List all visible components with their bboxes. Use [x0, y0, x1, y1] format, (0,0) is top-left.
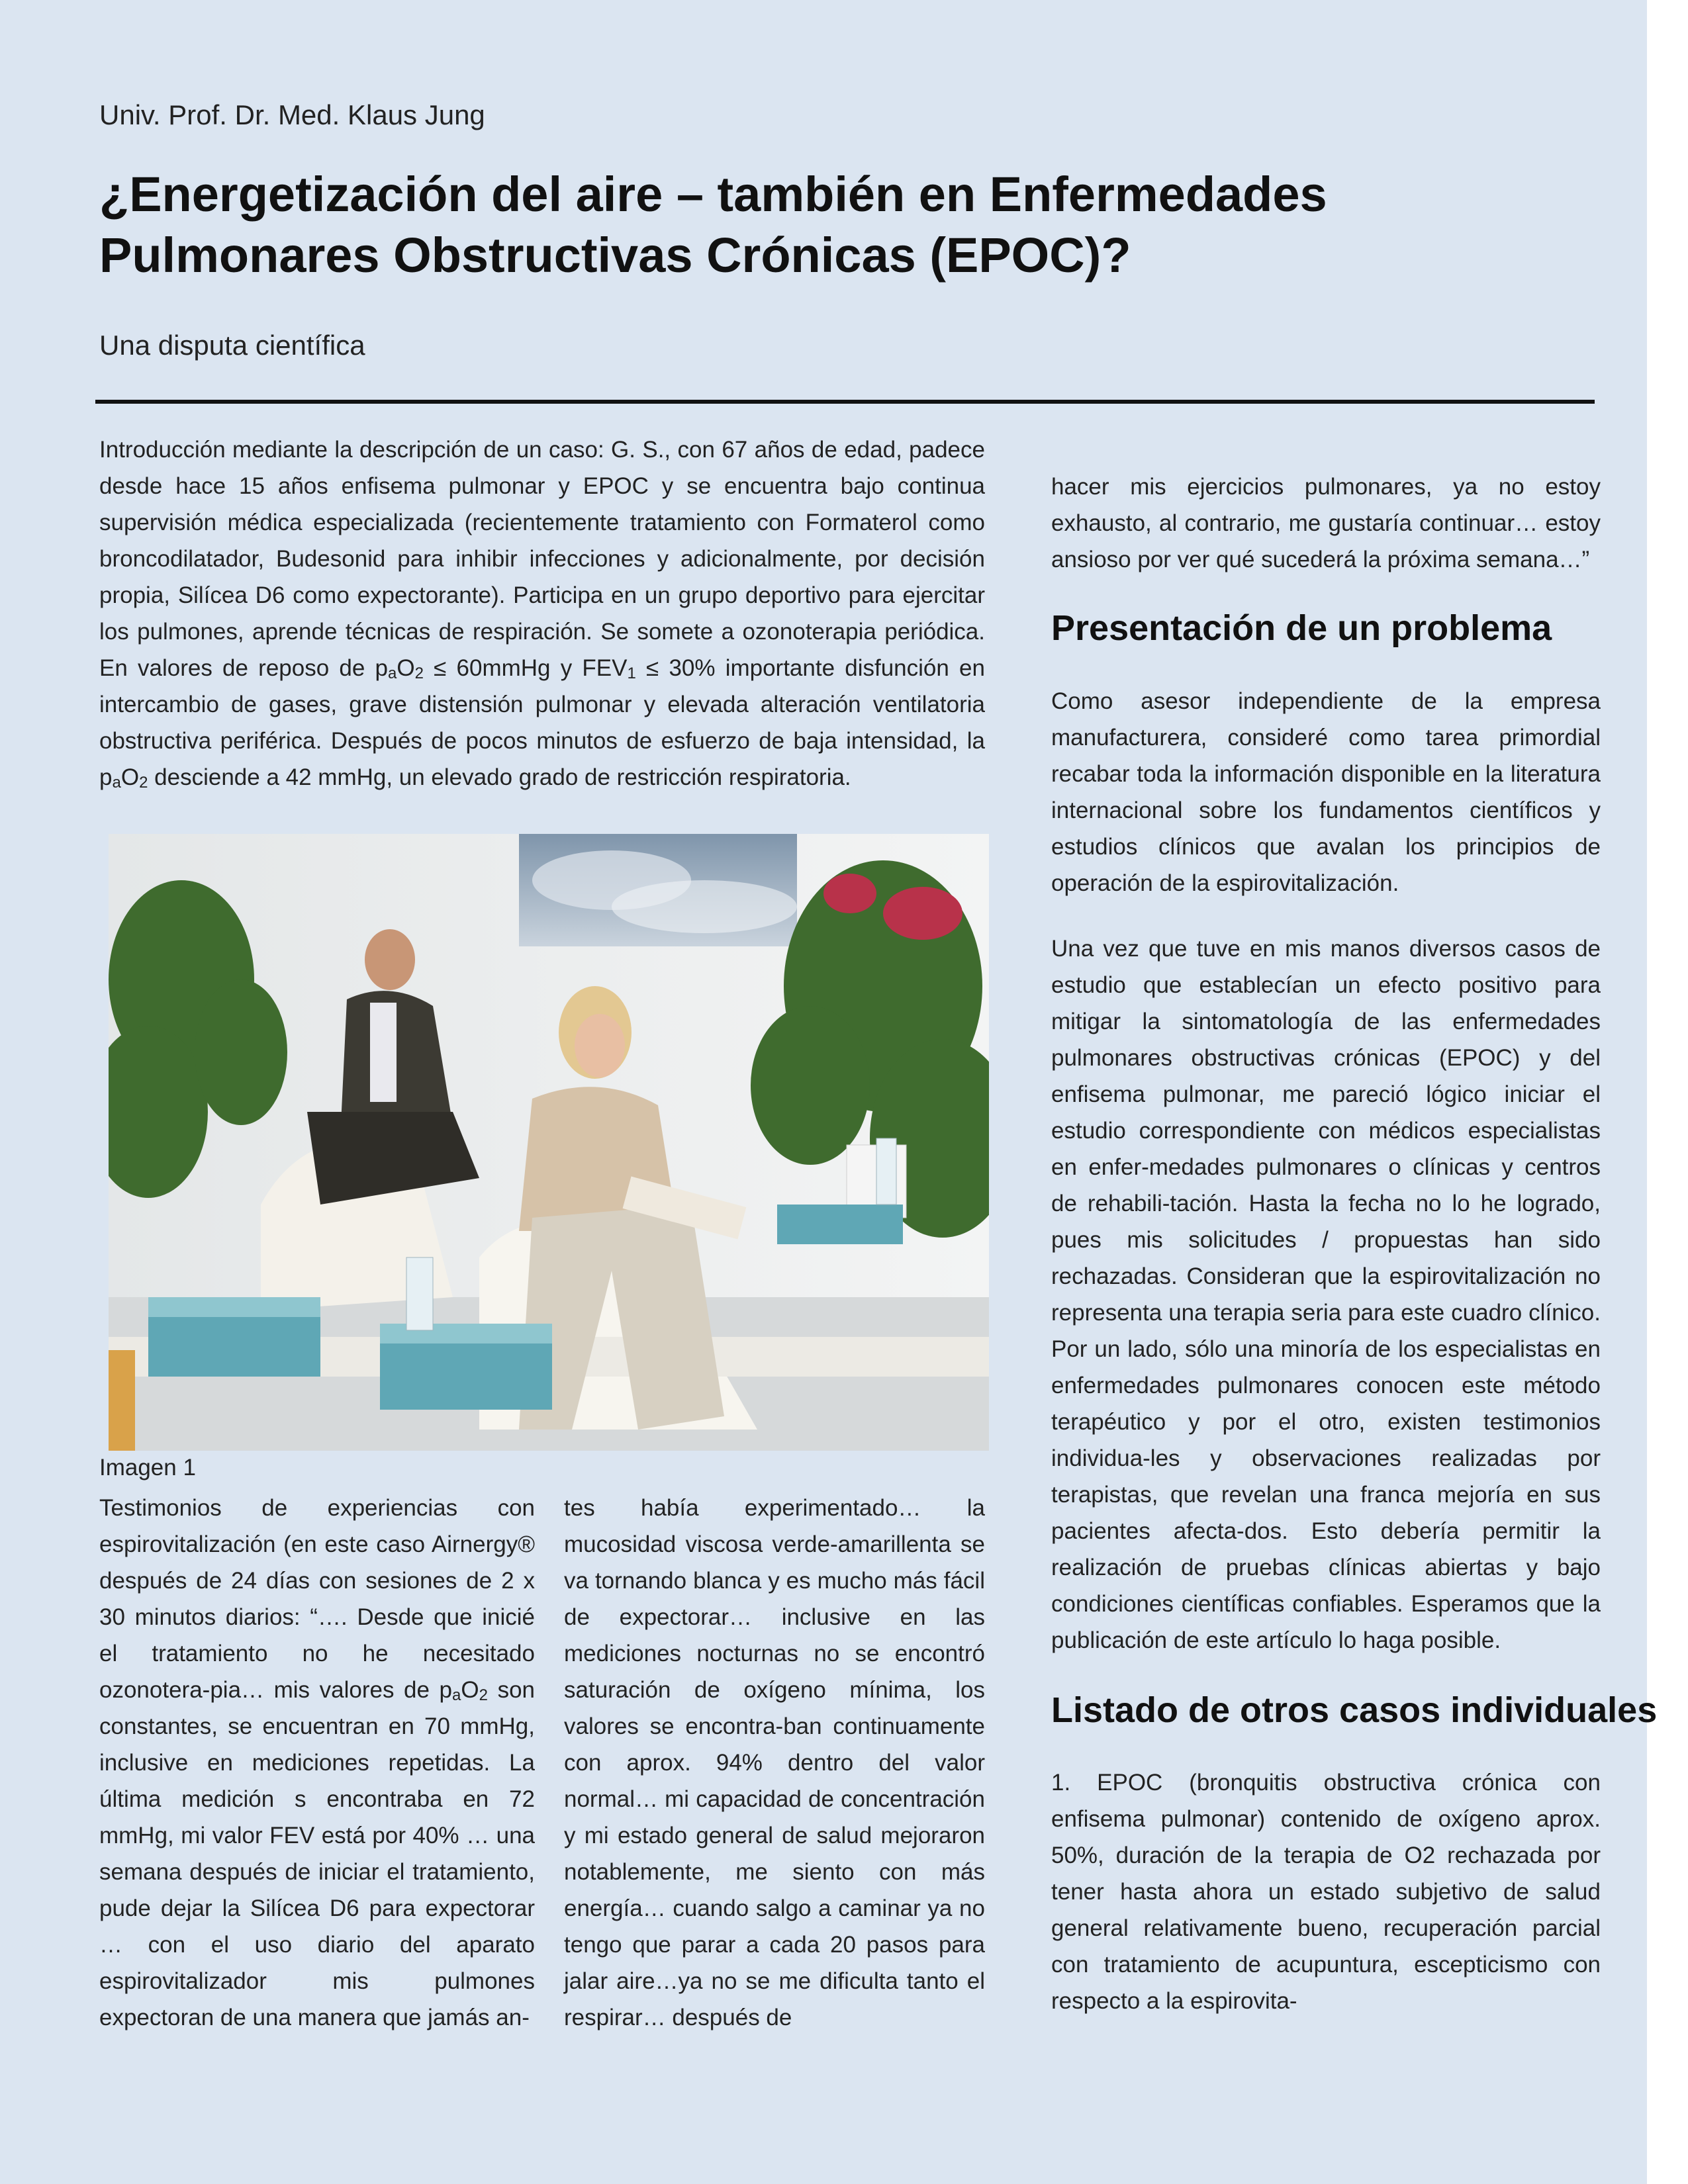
- article-title: [99, 164, 1556, 286]
- figure-caption: Imagen 1: [99, 1455, 196, 1480]
- author-name: Univ. Prof. Dr. Med. Klaus Jung: [99, 99, 485, 130]
- section-heading-cases: Listado de otros casos individuales: [1051, 1690, 1658, 1730]
- header-divider: [95, 400, 1595, 404]
- article-subtitle: Una disputa científica: [99, 330, 365, 361]
- problem-paragraph-2: Una vez que tuve en mis manos diversos casos de estudio que establecían un efecto positivo para mitigar la sintomatología de las enfermedades pulmonares obstructivas crónicas (EPOC) y del enfisema pulmonar, me pareció lógico iniciar el estudio correspondiente con médicos especialistas en enfer-medades pulmonares o clínicas y centros de rehabili-tación. Hasta la fecha no lo he logrado, pues mis solicitudes / propuestas han sido rechazadas. Consideran que la espirovitalización no representa una terapia seria para este cuadro clínico. Por un lado, sólo una minoría de los especialistas en enfermedades pulmonares conocen este método terapéutico y por el otro, existen testimonios individua-les y observaciones realizadas por terapistas, que revelan una franca mejoría en sus pacientes afecta-dos. Esto debería permitir la realización de pruebas clínicas abiertas y bajo condiciones científicas confiables. Esperamos que la publicación de este artículo lo haga posible.: [1051, 936, 1601, 1653]
- intro-paragraph: Introducción mediante la descripción de un caso: G. S., con 67 años de edad, padece desde hace 15 años enfisema pulmonar y EPOC y se encuentra bajo continua supervisión médica especializada (recientemente tratamiento con Formaterol como broncodilatador, Budesonid para inhibir infecciones y adicionalmente, por decisión propia, Silícea D6 como expectorante). Participa en un grupo deportivo para ejercitar los pulmones, aprende técnicas de respiración. Se somete a ozonoterapia periódica. En valores de reposo de $p_aO_2$ ≤ 60mmHg y $FEV_1 \le 30\%$ importante disfunción en intercambio de gases, grave distensión pulmonar y elevada alteración ventilatoria obstructiva periférica. Después de pocos minutos de esfuerzo de baja intensidad, la $p_aO_2$ desciende a 42 mmHg, un elevado grado de restricción respiratoria.: [99, 437, 985, 792]
- waiting-room-photo: [109, 834, 989, 1451]
- testimony-column-1: Testimonios de experiencias con espirovitalización (en este caso Airnergy® después de 24 días con sesiones de 2 x 30 minutos diarios: “…. Desde que inicié el tratamiento no he necesitado ozonotera-pia… mis valores de $p_aO_2$ son constantes, se encuentran en 70 mmHg, inclusive en mediciones repetidas. La última medición s encontraba en 72 mmHg, mi valor FEV está por 40% … una semana después de iniciar el tratamiento, pude dejar la Silícea D6 para expectorar … con el uso diario del aparato espirovitalizador mis pulmones expectoran de una manera que jamás an-: [99, 1495, 535, 2030]
- cases-paragraph-1: 1. EPOC (bronquitis obstructiva crónica con enfisema pulmonar) contenido de oxígeno aprox. 50%, duración de la terapia de O2 rechazada por tener hasta ahora un estado subjetivo de salud general relativamente bueno, recuperación parcial con tratamiento de acupuntura, escepticismo con respecto a la espirovita-: [1051, 1770, 1601, 2014]
- problem-paragraph-1: Como asesor independiente de la empresa manufacturera, consideré como tarea primordial recabar toda la información disponible en la literatura internacional sobre los fundamentos científicos y estudios clínicos que avalan los principios de operación de la espirovitalización.: [1051, 688, 1601, 896]
- section-heading-problem: Presentación de un problema: [1051, 608, 1552, 648]
- testimony-column-2: tes había experimentado… la mucosidad viscosa verde-amarillenta se va tornando blanca y es mucho más fácil de expectorar… inclusive en las mediciones nocturnas no se encontró saturación de oxígeno mínima, los valores se encontra-ban continuamente con aprox. 94% dentro del valor normal… mi capacidad de concentración y mi estado general de salud mejoraron notablemente, me siento con más energía… cuando salgo a caminar ya no tengo que parar a cada 20 pasos para jalar aire…ya no se me dificulta tanto el respirar… después de: [564, 1495, 985, 2030]
- title-line-2: Pulmonares Obstructivas Crónicas (EPOC)?: [99, 228, 1131, 283]
- title-line-1: ¿Energetización del aire – también en Enfermedades: [99, 167, 1327, 222]
- testimony-continuation: hacer mis ejercicios pulmonares, ya no estoy exhausto, al contrario, me gustaría continuar… estoy ansioso por ver qué sucederá la próxima semana…”: [1051, 474, 1601, 572]
